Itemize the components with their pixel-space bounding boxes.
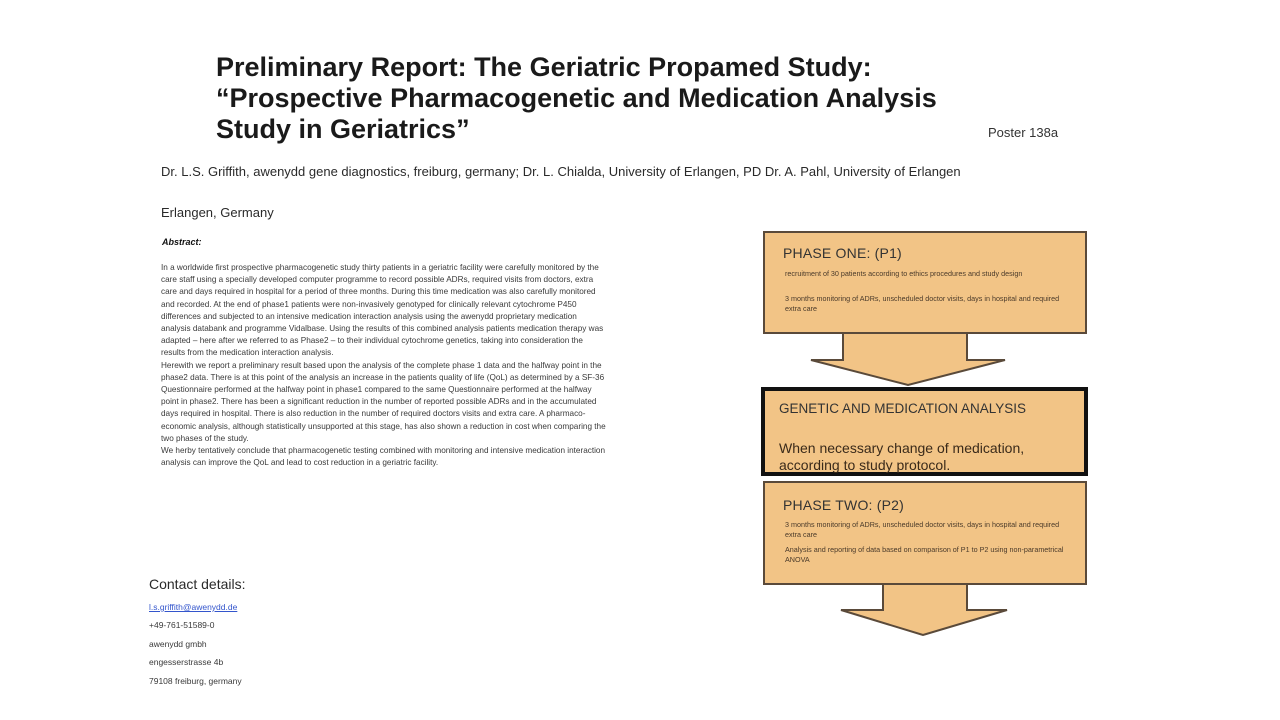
author-list: Dr. L.S. Griffith, awenydd gene diagnostics, freiburg, germany; Dr. L. Chialda, University of Erlangen, PD Dr. A. Pahl, University of Erlangen — [161, 164, 961, 179]
phase-one-monitoring: 3 months monitoring of ADRs, unscheduled doctor visits, days in hospital and required extra care — [785, 294, 1060, 313]
genetic-subtitle: When necessary change of medication, according to study protocol. — [779, 440, 1025, 473]
abstract-heading: Abstract: — [162, 237, 202, 247]
abstract-paragraph: We herby tentatively conclude that pharmacogenetic testing combined with monitoring and intensive medication interaction analysis can improve the QoL and lead to cost reduction in a geriatric facility. — [161, 446, 606, 468]
contact-details — [149, 576, 449, 690]
title-line: Study in Geriatrics” — [216, 114, 470, 144]
phase-two-analysis: Analysis and reporting of data based on comparison of P1 to P2 using non-parametrical ANOVA — [785, 545, 1064, 564]
arrow-down-icon — [811, 330, 1005, 385]
contact-company: awenydd gmbh — [149, 638, 207, 649]
contact-heading: Contact details: — [149, 576, 246, 592]
abstract-paragraph: Herewith we report a preliminary result based upon the analysis of the complete phase 1 data and the halfway point in the phase2 data. There is at this point of the analysis an increase in the patients quality of life (QoL) as determined by a SF-36 Questionnaire performed at the halfway point in phase1 compared to the same Questionnaire performed at the halfway point in phase2. There has been a significant reduction in the number of reported possible ADRs and in the accumulated days required in hospital. There is also reduction in the number of required doctors visits and extra care. A pharmaco-economic analysis, although statistically unsupported at this stage, has also shown a reduction in cost when comparing the two phases of the study. — [161, 360, 606, 443]
phase-two-title: PHASE TWO: (P2) — [783, 497, 904, 513]
phase-two-box — [763, 481, 1087, 585]
contact-phone: +49-761-51589-0 — [149, 620, 215, 631]
poster-title — [216, 52, 1096, 145]
title-line: “Prospective Pharmacogenetic and Medication Analysis — [216, 83, 937, 113]
phase-one-recruitment: recruitment of 30 patients according to ethics procedures and study design — [785, 269, 1023, 278]
arrow-down-icon — [841, 583, 1007, 635]
contact-city: 79108 freiburg, germany — [149, 675, 242, 686]
poster-number: Poster 138a — [988, 125, 1059, 140]
location: Erlangen, Germany — [161, 205, 274, 220]
phase-one-title: PHASE ONE: (P1) — [783, 245, 902, 261]
title-line: Preliminary Report: The Geriatric Propamed Study: — [216, 52, 872, 82]
contact-street: engesserstrasse 4b — [149, 657, 224, 668]
abstract-body — [161, 262, 606, 469]
contact-email-link[interactable]: l.s.griffith@awenydd.de — [149, 602, 238, 612]
abstract-paragraph: In a worldwide first prospective pharmacogenetic study thirty patients in a geriatric facility were carefully monitored by the care staff using a specially developed computer programme to record possible ADRs, required visits from doctors, extra care and days required in hospital for a period of three months. During this time medication was also carefully monitored and recorded. At the end of phase1 patients were non-invasively genotyped for clinically relevant cytochrome P450 differences and subjected to an intensive medication interaction analysis using the awenydd proprietary medication analysis databank and programme Vidalbase. Using the results of this combined analysis patients medication therapy was adapted – here after we referred to as Phase2 – to their individual cytochrome genetics, taking into consideration the results from the medication interaction analysis. — [161, 263, 604, 358]
genetic-analysis-box — [761, 387, 1088, 476]
phase-one-box — [763, 231, 1087, 334]
phase-two-monitoring: 3 months monitoring of ADRs, unscheduled doctor visits, days in hospital and required extra care — [785, 520, 1060, 539]
genetic-title: GENETIC AND MEDICATION ANALYSIS — [779, 401, 1027, 416]
